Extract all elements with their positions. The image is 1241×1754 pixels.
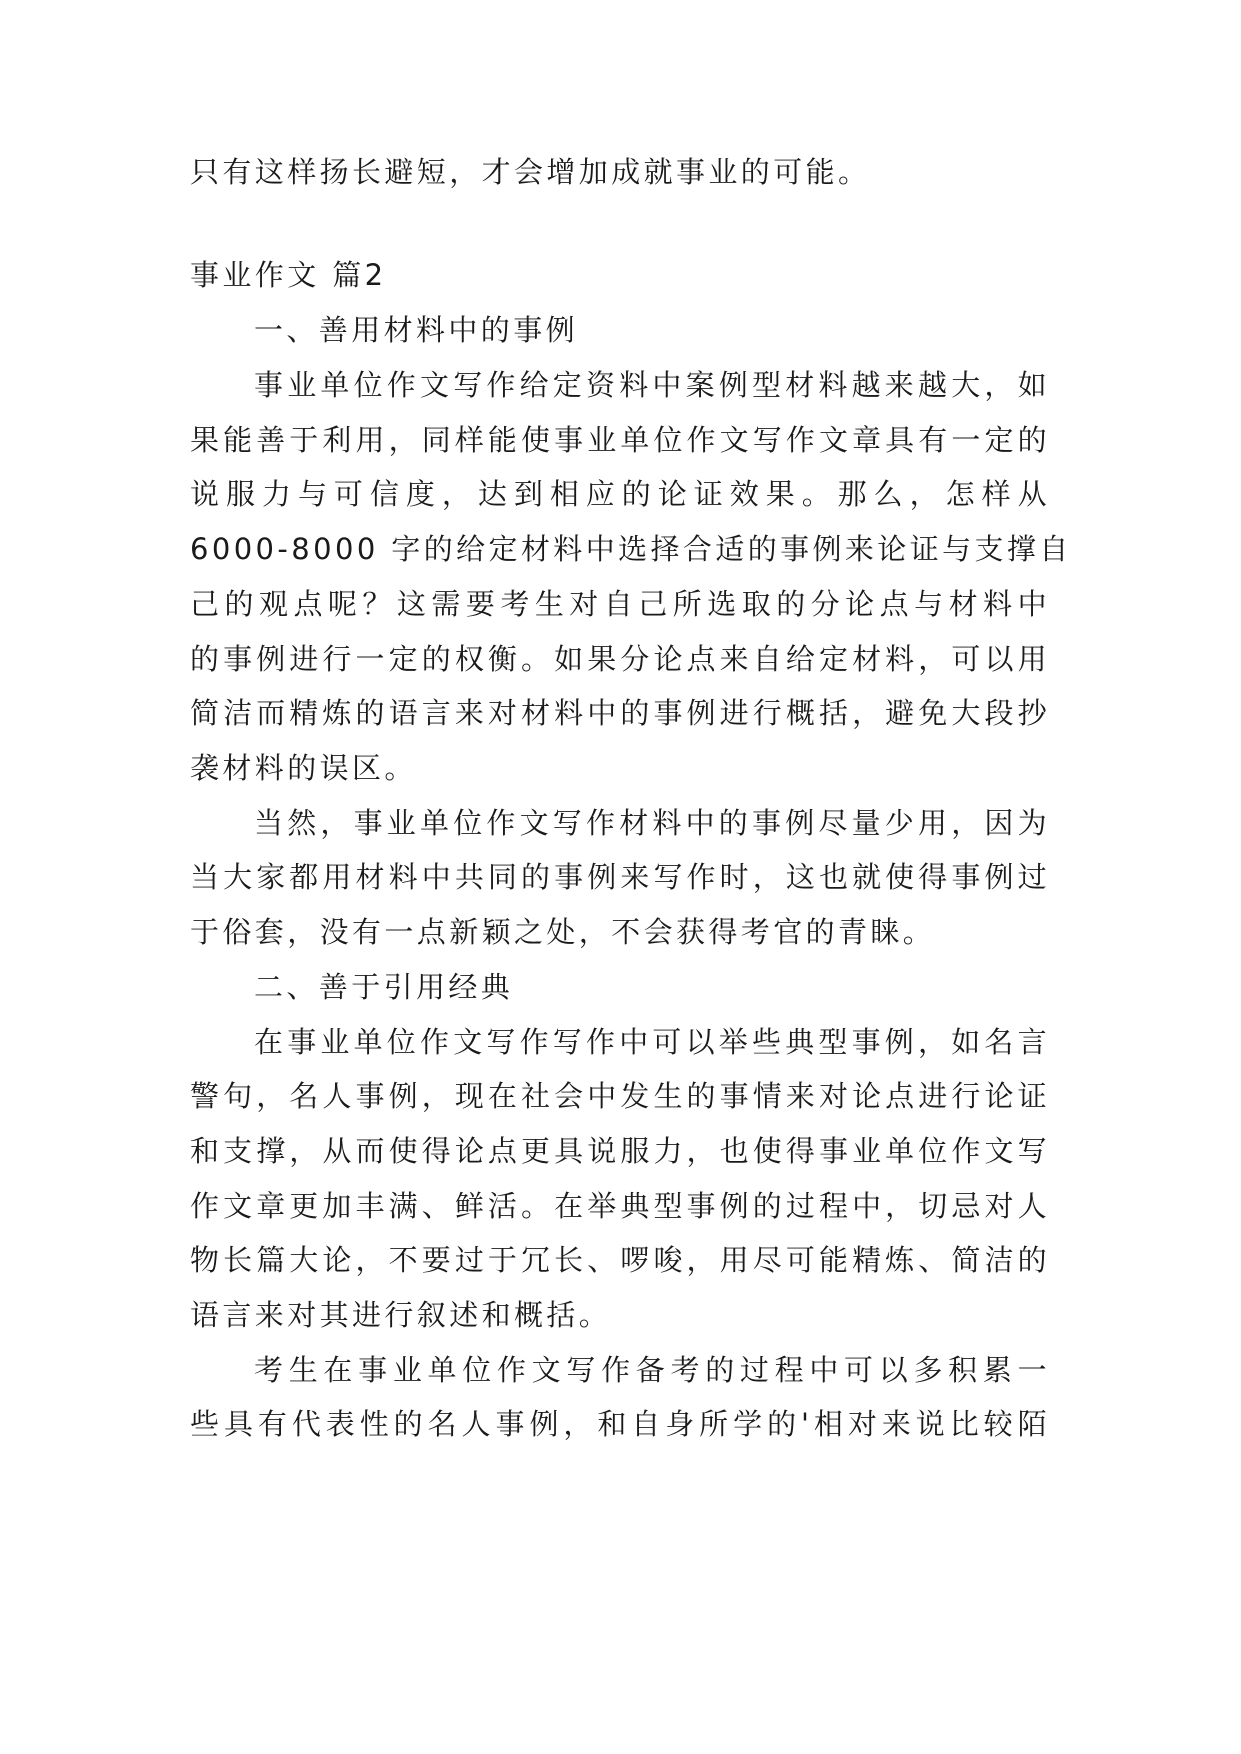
paragraph-line: 考生在事业单位作文写作备考的过程中可以多积累一 bbox=[254, 1353, 1050, 1387]
paragraph-line: 的事例进行一定的权衡。如果分论点来自给定材料，可以用 bbox=[190, 642, 1050, 676]
subheading: 一、善用材料中的事例 bbox=[254, 313, 579, 347]
paragraph-line: 事业单位作文写作给定资料中案例型材料越来越大，如 bbox=[254, 368, 1050, 402]
paragraph-line: 警句，名人事例，现在社会中发生的事情来对论点进行论证 bbox=[190, 1079, 1050, 1113]
paragraph-line: 作文章更加丰满、鲜活。在举典型事例的过程中，切忌对人 bbox=[190, 1189, 1050, 1223]
paragraph-line: 物长篇大论，不要过于冗长、啰唆，用尽可能精炼、简洁的 bbox=[190, 1243, 1050, 1277]
paragraph-line: 袭材料的误区。 bbox=[190, 751, 417, 785]
paragraph-line: 语言来对其进行叙述和概括。 bbox=[190, 1298, 612, 1332]
paragraph-line: 当大家都用材料中共同的事例来写作时，这也就使得事例过 bbox=[190, 860, 1050, 894]
section-heading: 事业作文 篇2 bbox=[190, 258, 387, 292]
paragraph-line: 只有这样扬长避短，才会增加成就事业的可能。 bbox=[190, 155, 871, 189]
paragraph-line: 说服力与可信度，达到相应的论证效果。那么，怎样从 bbox=[190, 477, 1050, 511]
paragraph-line: 些具有代表性的名人事例，和自身所学的'相对来说比较陌 bbox=[190, 1407, 1050, 1441]
paragraph-line: 简洁而精炼的语言来对材料中的事例进行概括，避免大段抄 bbox=[190, 696, 1050, 730]
paragraph-line: 当然，事业单位作文写作材料中的事例尽量少用，因为 bbox=[254, 806, 1050, 840]
subheading: 二、善于引用经典 bbox=[254, 970, 514, 1004]
paragraph-line: 于俗套，没有一点新颖之处，不会获得考官的青睐。 bbox=[190, 915, 936, 949]
paragraph-line: 在事业单位作文写作写作中可以举些典型事例，如名言 bbox=[254, 1025, 1050, 1059]
paragraph-line: 己的观点呢？这需要考生对自己所选取的分论点与材料中 bbox=[190, 587, 1050, 621]
paragraph-line: 果能善于利用，同样能使事业单位作文写作文章具有一定的 bbox=[190, 423, 1050, 457]
paragraph-line: 6000-8000 字的给定材料中选择合适的事例来论证与支撑自 bbox=[190, 532, 1072, 566]
paragraph-line: 和支撑，从而使得论点更具说服力，也使得事业单位作文写 bbox=[190, 1134, 1050, 1168]
